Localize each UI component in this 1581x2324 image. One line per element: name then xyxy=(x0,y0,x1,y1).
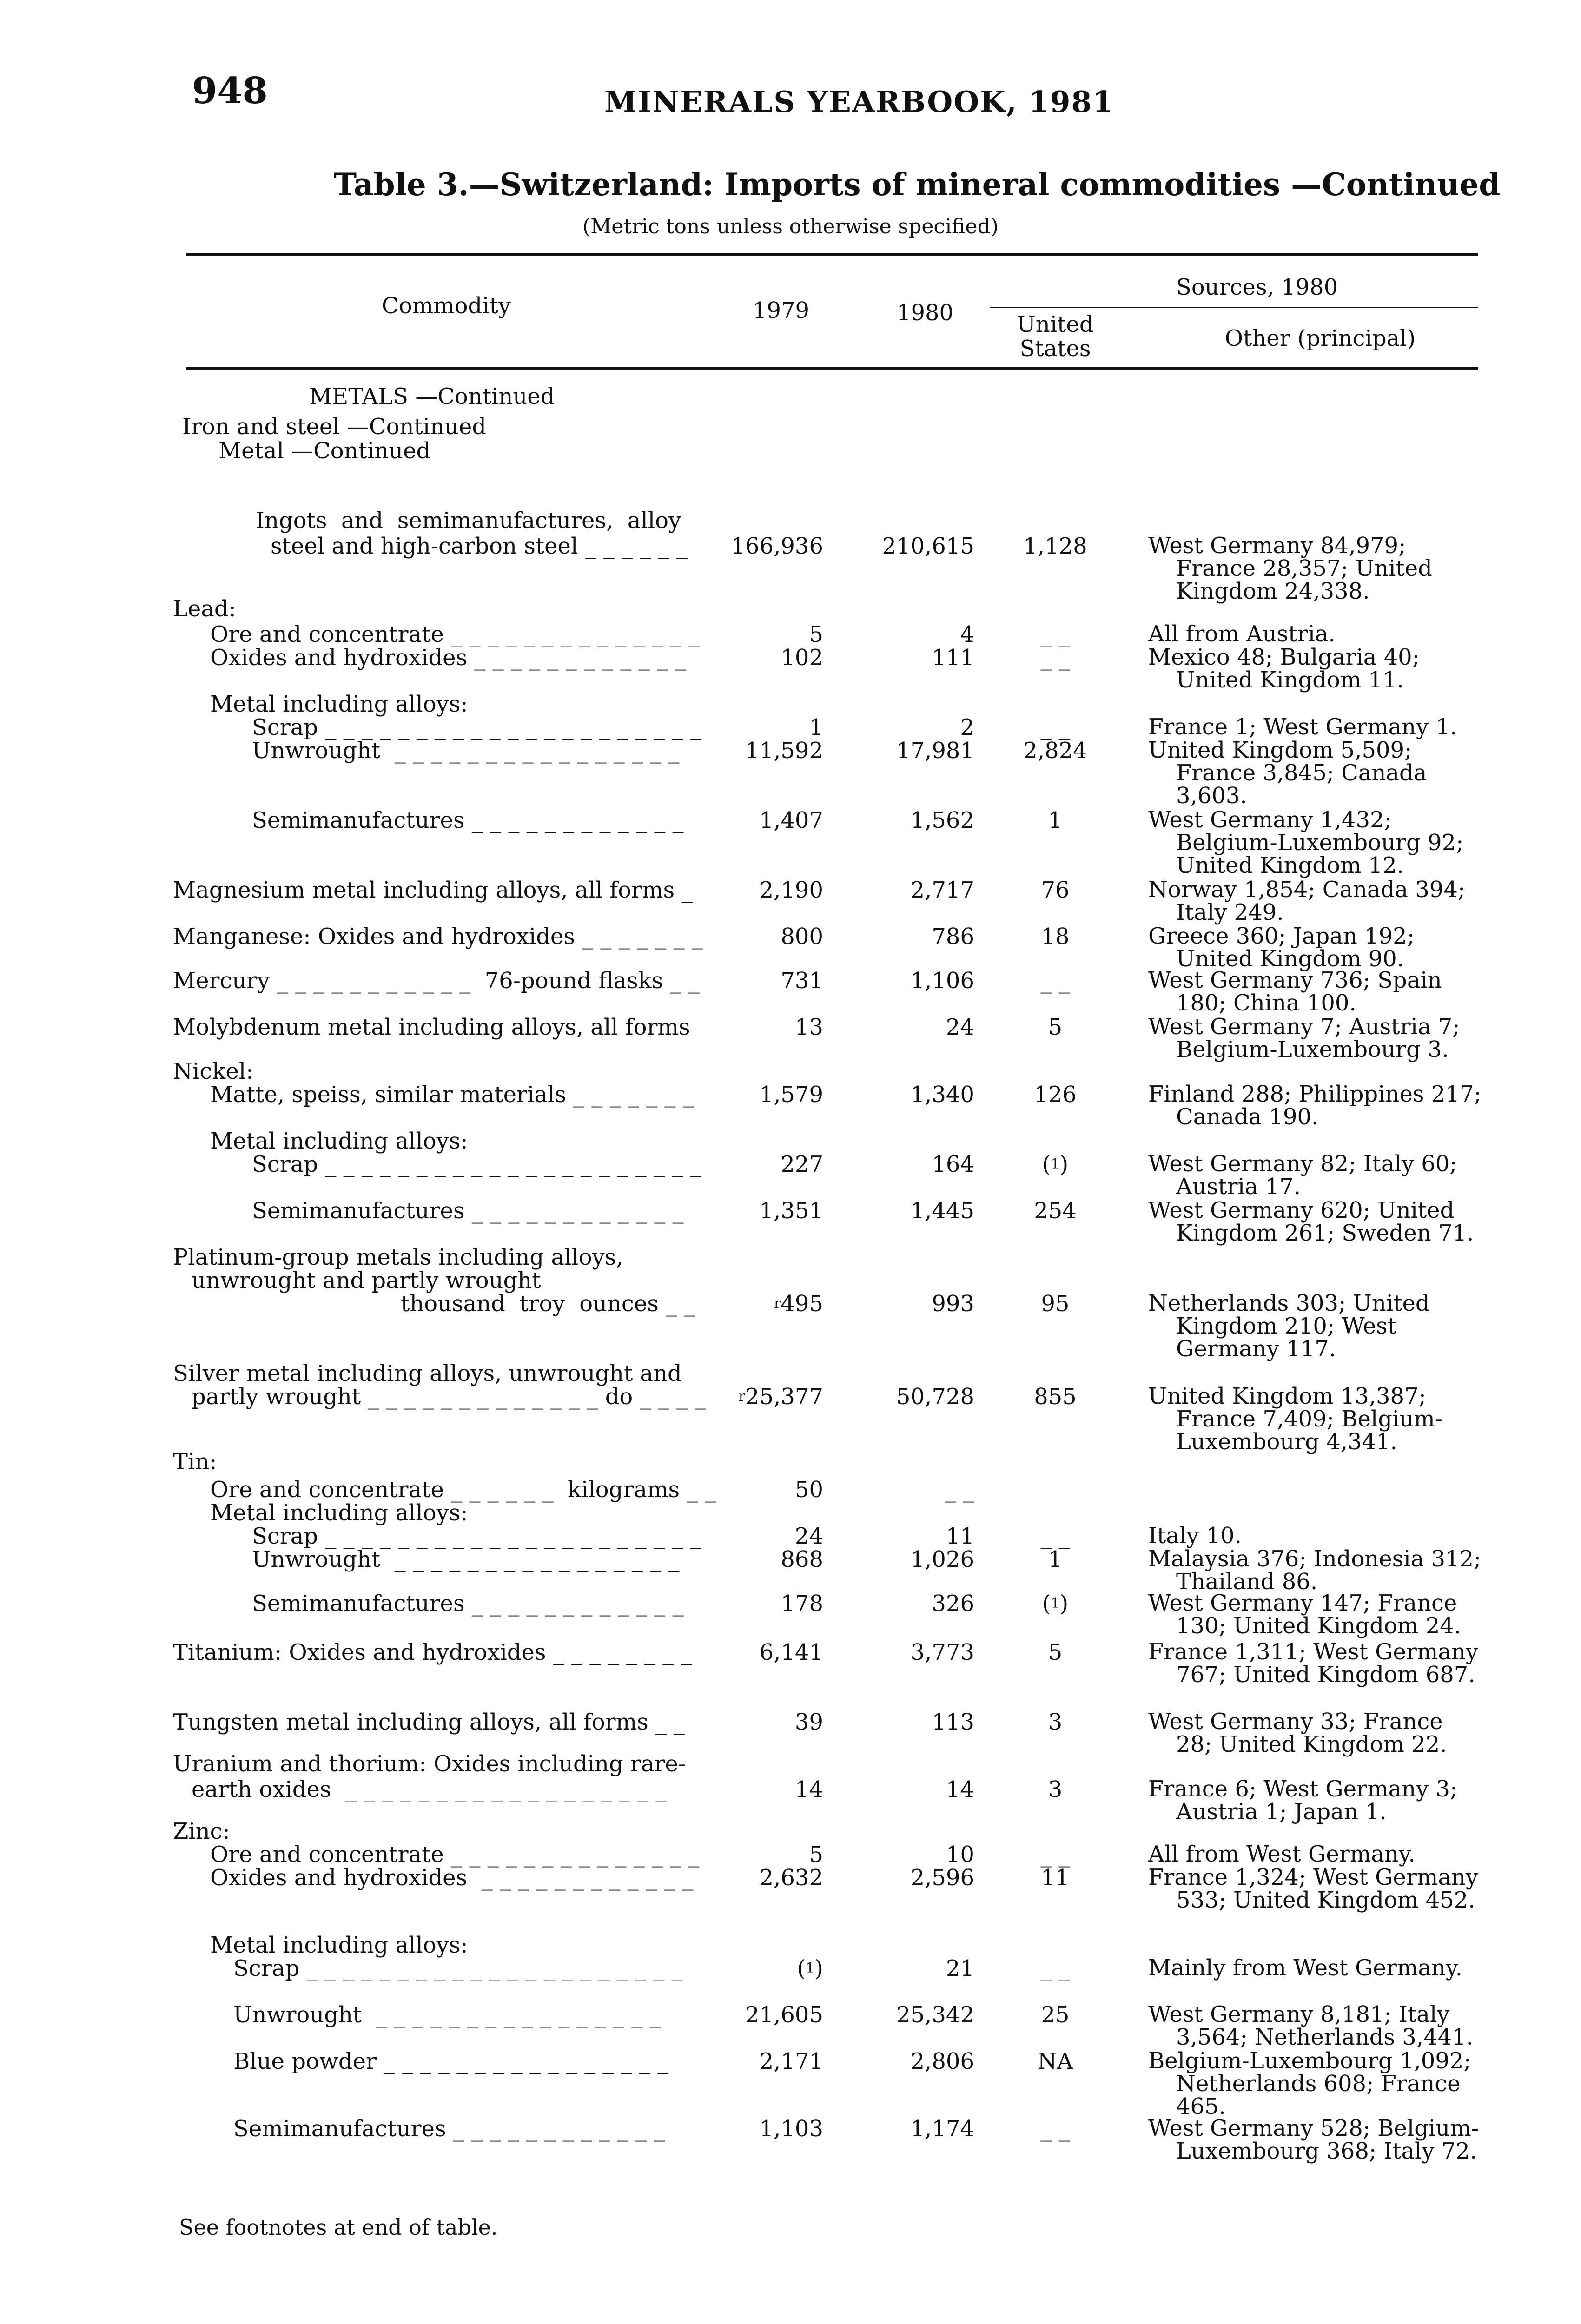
commodity-label: Metal including alloys: xyxy=(210,691,468,717)
value-1979: 178 xyxy=(781,1591,823,1617)
commodity-label: Unwrought _ _ _ _ _ _ _ _ _ _ _ _ _ _ _ _ xyxy=(252,738,680,764)
commodity-label: earth oxides _ _ _ _ _ _ _ _ _ _ _ _ _ _ _ _ _ _ xyxy=(192,1776,667,1802)
commodity-label: Nickel: xyxy=(173,1058,254,1084)
commodity-label: Scrap _ _ _ _ _ _ _ _ _ _ _ _ _ _ _ _ _ _ _ _ _ xyxy=(252,1151,701,1177)
value-1980: 1,445 xyxy=(910,1198,974,1224)
value-1980: 1,562 xyxy=(910,807,974,833)
value-other-sources: France 1; West Germany 1. xyxy=(1148,714,1457,740)
commodity-label: Unwrought _ _ _ _ _ _ _ _ _ _ _ _ _ _ _ _ xyxy=(252,1546,680,1572)
value-united-states: 76 xyxy=(1041,877,1070,903)
value-other-sources: Netherlands 303; United Kingdom 210; West Germany 117. xyxy=(1148,1290,1430,1362)
commodity-label: Blue powder _ _ _ _ _ _ _ _ _ _ _ _ _ _ _ _ xyxy=(233,2048,669,2074)
header-bottom-rule xyxy=(186,367,1478,370)
commodity-label: Ingots and semimanufactures, alloy xyxy=(256,508,681,534)
commodity-label: Magnesium metal including alloys, all forms _ xyxy=(173,877,693,903)
value-united-states: 1 xyxy=(1048,1546,1063,1572)
value-united-states: _ _ xyxy=(1040,1955,1070,1981)
commodity-label: Semimanufactures _ _ _ _ _ _ _ _ _ _ _ _ xyxy=(233,2116,665,2142)
value-united-states: 2,824 xyxy=(1023,738,1087,764)
column-header-united-states: United States xyxy=(1017,311,1094,362)
value-1979: 2,171 xyxy=(759,2048,823,2074)
commodity-label: Metal including alloys: xyxy=(210,1932,468,1958)
value-1979: 731 xyxy=(781,968,823,994)
value-1980: 1,340 xyxy=(910,1082,974,1108)
commodity-label: Ore and concentrate _ _ _ _ _ _ _ _ _ _ _ _ _ _ xyxy=(210,1842,700,1868)
value-other-sources: West Germany 7; Austria 7; Belgium-Luxembourg 3. xyxy=(1148,1014,1460,1063)
value-other-sources: All from Austria. xyxy=(1148,621,1336,647)
value-united-states: _ _ xyxy=(1040,968,1070,994)
value-other-sources: France 1,311; West Germany 767; United Kingdom 687. xyxy=(1148,1639,1479,1688)
value-united-states: 855 xyxy=(1034,1384,1077,1410)
value-united-states: ($^1$) xyxy=(1042,1151,1069,1177)
value-1980: 14 xyxy=(946,1776,974,1802)
value-other-sources: Belgium-Luxembourg 1,092; Netherlands 608; France 465. xyxy=(1148,2048,1471,2119)
commodity-label: Tungsten metal including alloys, all forms _ _ xyxy=(173,1709,685,1735)
column-header-other: Other (principal) xyxy=(1224,325,1416,351)
value-1979: $^r$25,377 xyxy=(738,1384,823,1410)
value-1980: 3,773 xyxy=(910,1639,974,1665)
value-1979: 24 xyxy=(794,1523,823,1549)
value-1979: 14 xyxy=(794,1776,823,1802)
value-1980: 10 xyxy=(946,1842,974,1868)
value-other-sources: Norway 1,854; Canada 394; Italy 249. xyxy=(1148,877,1466,925)
commodity-label: Oxides and hydroxides _ _ _ _ _ _ _ _ _ _ _ _ xyxy=(210,1865,694,1891)
value-other-sources: Malaysia 376; Indonesia 312; Thailand 86. xyxy=(1148,1546,1482,1595)
column-header-sources: Sources, 1980 xyxy=(1176,274,1338,300)
sources-underline xyxy=(990,307,1478,308)
value-united-states: _ _ xyxy=(1040,1523,1070,1549)
value-1979: 1,407 xyxy=(759,807,823,833)
value-1979: 13 xyxy=(794,1014,823,1040)
commodity-label: Silver metal including alloys, unwrought and xyxy=(173,1360,682,1386)
value-1980: 1,106 xyxy=(910,968,974,994)
value-united-states: NA xyxy=(1037,2048,1073,2074)
value-1980: 113 xyxy=(932,1709,974,1735)
value-1980: 111 xyxy=(932,645,974,671)
value-1980: 210,615 xyxy=(882,533,974,559)
commodity-label: Molybdenum metal including alloys, all forms xyxy=(173,1014,690,1040)
commodity-label: Scrap _ _ _ _ _ _ _ _ _ _ _ _ _ _ _ _ _ _ _ _ _ xyxy=(252,1523,701,1549)
commodity-label: Lead: xyxy=(173,596,236,622)
value-1979: 800 xyxy=(781,924,823,950)
value-1979: 11,592 xyxy=(745,738,823,764)
value-united-states: _ _ xyxy=(1040,714,1070,740)
value-other-sources: West Germany 736; Spain 180; China 100. xyxy=(1148,967,1442,1016)
value-united-states: _ _ xyxy=(1040,645,1070,671)
commodity-label: Ore and concentrate _ _ _ _ _ _ kilograms _ _ xyxy=(210,1477,716,1503)
value-1979: 2,632 xyxy=(759,1865,823,1891)
commodity-label: Semimanufactures _ _ _ _ _ _ _ _ _ _ _ _ xyxy=(252,1591,684,1617)
value-1980: 24 xyxy=(946,1014,974,1040)
value-united-states: 5 xyxy=(1048,1014,1063,1040)
value-1980: 2,806 xyxy=(910,2048,974,2074)
commodity-label: Ore and concentrate _ _ _ _ _ _ _ _ _ _ _ _ _ _ xyxy=(210,621,700,647)
commodity-label: Uranium and thorium: Oxides including rare- xyxy=(173,1751,686,1777)
value-other-sources: United Kingdom 13,387; France 7,409; Belgium-Luxembourg 4,341. xyxy=(1148,1383,1442,1455)
value-1979: 868 xyxy=(781,1546,823,1572)
commodity-label: Oxides and hydroxides _ _ _ _ _ _ _ _ _ _ _ _ xyxy=(210,645,687,671)
table-top-rule xyxy=(186,253,1478,256)
value-other-sources: West Germany 8,181; Italy 3,564; Netherlands 3,441. xyxy=(1148,2001,1473,2050)
value-other-sources: West Germany 84,979; France 28,357; United Kingdom 24,338. xyxy=(1148,533,1432,604)
commodity-label: Semimanufactures _ _ _ _ _ _ _ _ _ _ _ _ xyxy=(252,1198,684,1224)
value-1979: 2,190 xyxy=(759,877,823,903)
value-1979: 39 xyxy=(794,1709,823,1735)
value-united-states: _ _ xyxy=(1040,621,1070,647)
value-other-sources: France 1,324; West Germany 533; United Kingdom 452. xyxy=(1148,1864,1479,1913)
value-1979: 5 xyxy=(809,621,823,647)
commodity-label: Manganese: Oxides and hydroxides _ _ _ _ _ _ _ xyxy=(173,924,703,950)
value-1980: 50,728 xyxy=(896,1384,974,1410)
commodity-label: unwrought and partly wrought xyxy=(192,1268,541,1294)
value-united-states: 95 xyxy=(1041,1291,1070,1317)
value-united-states: 1,128 xyxy=(1023,533,1087,559)
table-title: Table 3.—Switzerland: Imports of mineral commodities —Continued xyxy=(334,166,1501,203)
value-1980: 2 xyxy=(960,714,974,740)
commodity-label: Metal including alloys: xyxy=(210,1500,468,1526)
value-other-sources: West Germany 1,432; Belgium-Luxembourg 92; United Kingdom 12. xyxy=(1148,807,1464,878)
value-1979: ($^1$) xyxy=(797,1955,823,1981)
commodity-label: Scrap _ _ _ _ _ _ _ _ _ _ _ _ _ _ _ _ _ _ _ _ _ xyxy=(233,1955,683,1981)
value-1980: 993 xyxy=(932,1291,974,1317)
value-other-sources: Finland 288; Philippines 217; Canada 190. xyxy=(1148,1081,1482,1130)
value-united-states: 25 xyxy=(1041,2002,1070,2028)
value-united-states: 3 xyxy=(1048,1709,1063,1735)
commodity-label: Semimanufactures _ _ _ _ _ _ _ _ _ _ _ _ xyxy=(252,807,684,833)
value-other-sources: West Germany 33; France 28; United Kingdom 22. xyxy=(1148,1709,1447,1757)
column-header-1980: 1980 xyxy=(896,300,954,326)
value-1979: 166,936 xyxy=(731,533,823,559)
commodity-label: Titanium: Oxides and hydroxides _ _ _ _ _ _ _ _ xyxy=(173,1639,692,1665)
value-1979: 227 xyxy=(781,1151,823,1177)
value-united-states: 11 xyxy=(1041,1865,1070,1891)
value-other-sources: Italy 10. xyxy=(1148,1523,1242,1549)
value-1979: 1,103 xyxy=(759,2116,823,2142)
value-1980: 2,717 xyxy=(910,877,974,903)
commodity-label: Platinum-group metals including alloys, xyxy=(173,1244,623,1270)
value-united-states: 5 xyxy=(1048,1639,1063,1665)
commodity-label: thousand troy ounces _ _ xyxy=(401,1291,695,1317)
value-other-sources: France 6; West Germany 3; Austria 1; Japan 1. xyxy=(1148,1776,1458,1825)
commodity-label: Zinc: xyxy=(173,1818,230,1844)
value-other-sources: West Germany 147; France 130; United Kingdom 24. xyxy=(1148,1590,1462,1639)
value-1979: $^r$495 xyxy=(774,1291,823,1317)
value-1980: 164 xyxy=(932,1151,974,1177)
value-other-sources: All from West Germany. xyxy=(1148,1841,1416,1867)
footnote-note: See footnotes at end of table. xyxy=(179,2215,498,2240)
value-1980: 2,596 xyxy=(910,1865,974,1891)
value-other-sources: West Germany 82; Italy 60; Austria 17. xyxy=(1148,1151,1457,1200)
page-number: 948 xyxy=(192,70,268,112)
value-1980: 11 xyxy=(946,1523,974,1549)
commodity-label: Scrap _ _ _ _ _ _ _ _ _ _ _ _ _ _ _ _ _ _ _ _ _ xyxy=(252,714,701,740)
value-1980: 1,174 xyxy=(910,2116,974,2142)
value-united-states: 1 xyxy=(1048,807,1063,833)
value-other-sources: Mainly from West Germany. xyxy=(1148,1955,1462,1981)
value-1979: 21,605 xyxy=(745,2002,823,2028)
commodity-label: Metal including alloys: xyxy=(210,1128,468,1154)
value-united-states: _ _ xyxy=(1040,2116,1070,2142)
value-other-sources: United Kingdom 5,509; France 3,845; Canada 3,603. xyxy=(1148,737,1427,809)
value-1980: 786 xyxy=(932,924,974,950)
value-united-states: 18 xyxy=(1041,924,1070,950)
commodity-label: steel and high-carbon steel _ _ _ _ _ _ xyxy=(271,533,688,559)
value-united-states: 3 xyxy=(1048,1776,1063,1802)
value-1979: 102 xyxy=(781,645,823,671)
running-title: MINERALS YEARBOOK, 1981 xyxy=(604,85,1114,119)
value-1980: 4 xyxy=(960,621,974,647)
value-1979: 1 xyxy=(809,714,823,740)
column-header-1979: 1979 xyxy=(752,297,810,324)
commodity-label: Tin: xyxy=(173,1449,217,1475)
value-1980: 25,342 xyxy=(896,2002,974,2028)
value-1980: _ _ xyxy=(945,1477,974,1503)
value-1979: 1,351 xyxy=(759,1198,823,1224)
value-other-sources: Mexico 48; Bulgaria 40; United Kingdom 11. xyxy=(1148,644,1420,693)
value-united-states: _ _ xyxy=(1040,1842,1070,1868)
commodity-label: Matte, speiss, similar materials _ _ _ _ _ _ _ xyxy=(210,1082,694,1108)
commodity-label: Mercury _ _ _ _ _ _ _ _ _ _ _ 76-pound flasks _ _ xyxy=(173,968,700,994)
value-1979: 1,579 xyxy=(759,1082,823,1108)
value-1980: 1,026 xyxy=(910,1546,974,1572)
value-1980: 326 xyxy=(932,1591,974,1617)
value-united-states: 126 xyxy=(1034,1082,1077,1108)
value-other-sources: Greece 360; Japan 192; United Kingdom 90. xyxy=(1148,923,1415,972)
value-1980: 17,981 xyxy=(896,738,974,764)
value-united-states: 254 xyxy=(1034,1198,1077,1224)
value-other-sources: West Germany 528; Belgium-Luxembourg 368; Italy 72. xyxy=(1148,2115,1479,2164)
table-subtitle: (Metric tons unless otherwise specified) xyxy=(582,215,999,238)
value-1979: 5 xyxy=(809,1842,823,1868)
commodity-label: Unwrought _ _ _ _ _ _ _ _ _ _ _ _ _ _ _ _ xyxy=(233,2002,661,2028)
value-1979: 6,141 xyxy=(759,1639,823,1665)
value-other-sources: West Germany 620; United Kingdom 261; Sweden 71. xyxy=(1148,1197,1474,1246)
column-header-commodity: Commodity xyxy=(381,293,511,319)
commodity-label: partly wrought _ _ _ _ _ _ _ _ _ _ _ _ _ do _ _ _ _ xyxy=(192,1384,706,1410)
value-united-states: ($^1$) xyxy=(1042,1591,1069,1617)
value-1979: 50 xyxy=(794,1477,823,1503)
value-1980: 21 xyxy=(946,1955,974,1981)
